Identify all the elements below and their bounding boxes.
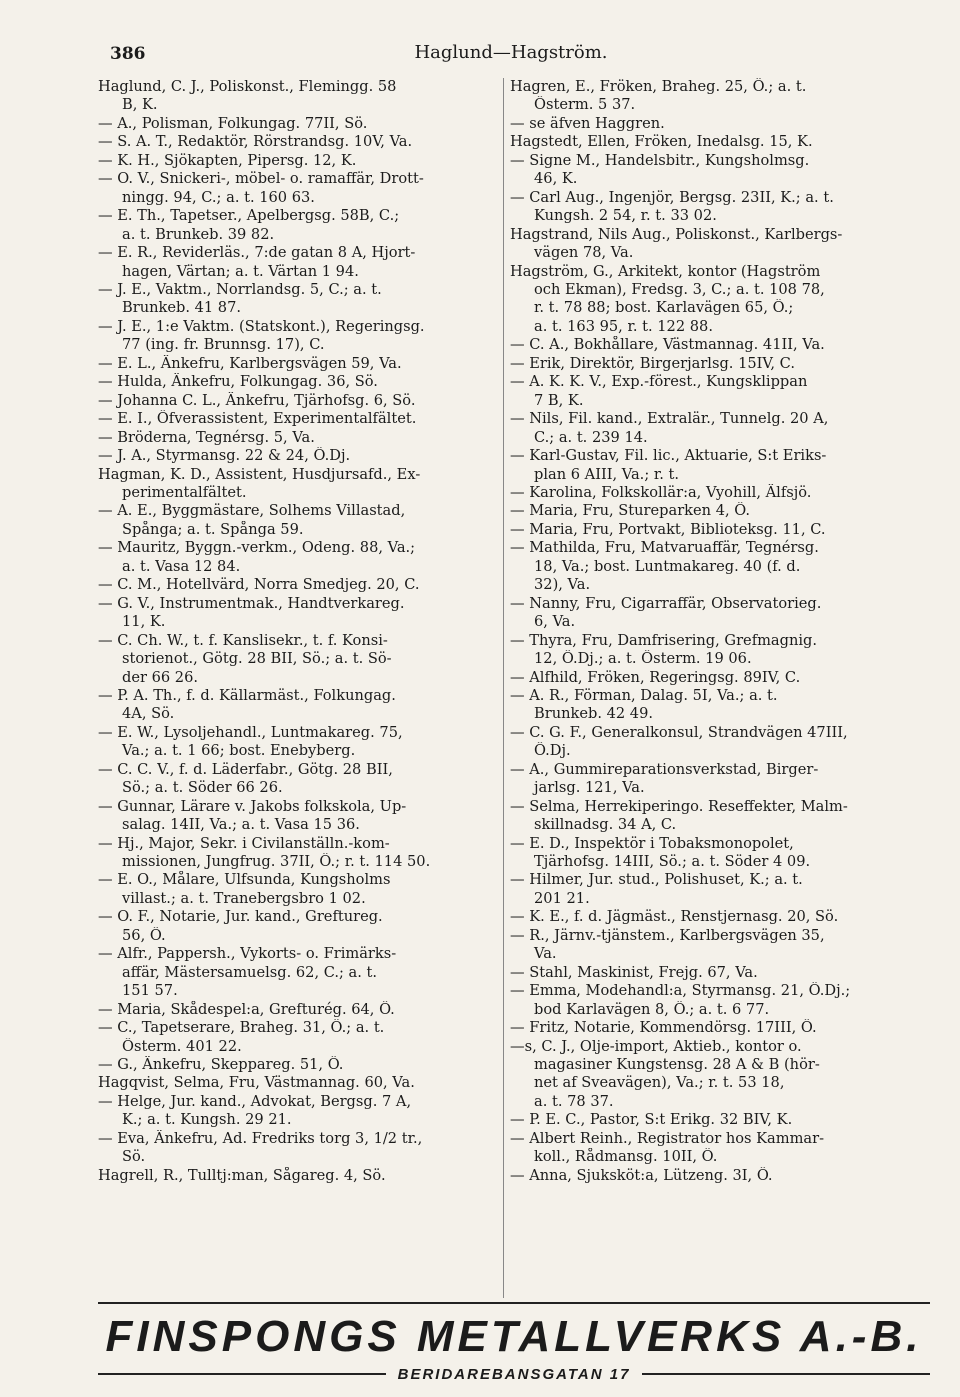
- directory-entry-line: 77 (ing. fr. Brunnsg. 17), C.: [122, 336, 325, 354]
- directory-entry-line: a. t. Brunkeb. 39 82.: [122, 225, 275, 243]
- directory-entry-line: 11, K.: [122, 613, 166, 631]
- directory-entry-line: magasiner Kungstensg. 28 A & B (hör-: [534, 1056, 820, 1074]
- directory-entry-line: — G., Änkefru, Skeppareg. 51, Ö.: [98, 1056, 344, 1074]
- directory-entry-line: — A. K. K. V., Exp.-förest., Kungsklippan: [510, 373, 808, 391]
- directory-entry-line: Hagrell, R., Tulltj:man, Sågareg. 4, Sö.: [98, 1166, 386, 1184]
- advertisement-title: FINSPONGS METALLVERKS A.-B.: [105, 1312, 923, 1361]
- directory-entry-line: — Karolina, Folkskollär:a, Vyohill, Älfsjö.: [510, 483, 812, 501]
- directory-entry-line: Hagren, E., Fröken, Braheg. 25, Ö.; a. t.: [510, 78, 807, 95]
- directory-entry-line: — K. H., Sjökapten, Pipersg. 12, K.: [98, 151, 357, 169]
- directory-entry-line: — C. M., Hotellvärd, Norra Smedjeg. 20, C.: [98, 576, 420, 594]
- directory-entry-line: C.; a. t. 239 14.: [534, 428, 648, 446]
- directory-entry-line: Brunkeb. 42 49.: [534, 705, 654, 723]
- directory-entry-line: Va.; a. t. 1 66; bost. Enebyberg.: [122, 742, 356, 760]
- directory-entry-line: — Selma, Herrekiperingo. Reseffekter, Malm-: [510, 797, 848, 815]
- directory-entry-line: 12, Ö.Dj.; a. t. Österm. 19 06.: [534, 650, 752, 668]
- directory-entry-line: — P. E. C., Pastor, S:t Erikg. 32 BIV, K.: [510, 1111, 793, 1129]
- directory-entry-line: — E. R., Reviderläs., 7:de gatan 8 A, Hjort-: [98, 244, 416, 262]
- directory-entry-line: — C. Ch. W., t. f. Kanslisekr., t. f. Konsi-: [98, 631, 388, 649]
- directory-entry-line: — Hilmer, Jur. stud., Polishuset, K.; a. t.: [510, 871, 803, 889]
- directory-entry-line: 7 B, K.: [534, 391, 584, 409]
- directory-entry-line: koll., Rådmansg. 10II, Ö.: [534, 1148, 718, 1166]
- directory-entry-line: — Hj., Major, Sekr. i Civilanställn.-kom-: [98, 834, 390, 852]
- directory-entry-line: — J. A., Styrmansg. 22 & 24, Ö.Dj.: [98, 447, 351, 465]
- directory-entry-line: Hagqvist, Selma, Fru, Västmannag. 60, Va.: [98, 1074, 415, 1092]
- right-column: [510, 78, 930, 1185]
- directory-entry-line: Hagstrand, Nils Aug., Poliskonst., Karlbergs-: [510, 225, 843, 243]
- page-number: 386: [110, 44, 146, 64]
- directory-entry-line: — C. A., Bokhållare, Västmannag. 41II, Va.: [510, 336, 825, 354]
- directory-entry-line: — E. O., Målare, Ulfsunda, Kungsholms: [98, 871, 391, 889]
- directory-entry-line: — A. R., Förman, Dalag. 5I, Va.; a. t.: [510, 686, 778, 704]
- directory-entry-line: K.; a. t. Kungsh. 29 21.: [122, 1111, 292, 1129]
- directory-entry-line: — A. E., Byggmästare, Solhems Villastad,: [98, 502, 406, 520]
- directory-entry-line: — O. F., Notarie, Jur. kand., Greftureg.: [98, 908, 383, 926]
- directory-entry-line: — Gunnar, Lärare v. Jakobs folkskola, Up-: [98, 797, 407, 815]
- directory-entry-line: hagen, Värtan; a. t. Värtan 1 94.: [122, 262, 359, 280]
- directory-entry-line: — G. V., Instrumentmak., Handtverkareg.: [98, 594, 405, 612]
- directory-entry-line: Spånga; a. t. Spånga 59.: [122, 520, 304, 538]
- advertisement-rule-right: [642, 1373, 930, 1375]
- directory-entry-line: Hagström, G., Arkitekt, kontor (Hagström: [510, 262, 821, 280]
- advertisement-banner: [98, 1302, 930, 1384]
- directory-entry-line: — Mathilda, Fru, Matvaruaffär, Tegnérsg.: [510, 539, 819, 557]
- directory-entry-line: perimentalfältet.: [122, 483, 247, 501]
- directory-entry-line: Österm. 401 22.: [122, 1037, 242, 1055]
- directory-entry-line: 151 57.: [122, 982, 178, 1000]
- directory-entry-line: — Mauritz, Byggn.-verkm., Odeng. 88, Va.;: [98, 539, 416, 557]
- directory-entry-line: storienot., Götg. 28 BII, Sö.; a. t. Sö-: [122, 650, 392, 668]
- directory-entry-line: Hagstedt, Ellen, Fröken, Inedalsg. 15, K.: [510, 133, 813, 151]
- directory-entry-line: — Albert Reinh., Registrator hos Kammar-: [510, 1129, 825, 1147]
- directory-entry-line: jarlsg. 121, Va.: [534, 779, 645, 797]
- directory-entry-line: — Erik, Direktör, Birgerjarlsg. 15IV, C.: [510, 354, 795, 372]
- directory-entry-line: a. t. Vasa 12 84.: [122, 557, 241, 575]
- directory-entry-line: Sö.; a. t. Söder 66 26.: [122, 779, 283, 797]
- directory-entry-line: — Maria, Fru, Stureparken 4, Ö.: [510, 502, 750, 520]
- directory-entry-line: — se äfven Haggren.: [510, 114, 665, 132]
- directory-entry-line: 6, Va.: [534, 613, 576, 631]
- directory-entry-line: bod Karlavägen 8, Ö.; a. t. 6 77.: [534, 1000, 770, 1018]
- directory-entry-line: — K. E., f. d. Jägmäst., Renstjernasg. 20, Sö.: [510, 908, 839, 926]
- directory-entry-line: B, K.: [122, 96, 158, 114]
- directory-entry-line: a. t. 78 37.: [534, 1092, 614, 1110]
- directory-entry-line: a. t. 163 95, r. t. 122 88.: [534, 317, 713, 335]
- directory-entry-line: — Maria, Fru, Portvakt, Biblioteksg. 11, C.: [510, 520, 826, 538]
- advertisement-subtitle-row: [98, 1364, 930, 1384]
- directory-entry-line: — E. I., Öfverassistent, Experimentalfältet.: [98, 410, 417, 428]
- column-divider: [503, 78, 504, 1298]
- left-column: [98, 78, 500, 1185]
- directory-entry-line: missionen, Jungfrug. 37II, Ö.; r. t. 114 50.: [122, 853, 431, 871]
- directory-entry-line: — Emma, Modehandl:a, Styrmansg. 21, Ö.Dj.;: [510, 982, 851, 1000]
- directory-entry-line: — E. W., Lysoljehandl., Luntmakareg. 75,: [98, 723, 403, 741]
- page-header: [110, 40, 912, 70]
- directory-entry-line: — Karl-Gustav, Fil. lic., Aktuarie, S:t Eriks-: [510, 447, 827, 465]
- directory-entry-line: — C. C. V., f. d. Läderfabr., Götg. 28 BII,: [98, 760, 393, 778]
- directory-entry-line: Haglund, C. J., Poliskonst., Flemingg. 58: [98, 78, 397, 95]
- directory-entry-line: — Fritz, Notarie, Kommendörsg. 17III, Ö.: [510, 1019, 817, 1037]
- directory-entry-line: — C., Tapetserare, Braheg. 31, Ö.; a. t.: [98, 1019, 385, 1037]
- directory-entry-line: — E. L., Änkefru, Karlbergsvägen 59, Va.: [98, 354, 402, 372]
- directory-entry-line: — A., Gummireparationsverkstad, Birger-: [510, 760, 819, 778]
- running-title: Haglund—Hagström.: [414, 42, 608, 63]
- directory-entry-line: — Bröderna, Tegnérsg. 5, Va.: [98, 428, 315, 446]
- directory-entry-line: Va.: [534, 945, 557, 963]
- directory-entry-line: — Hulda, Änkefru, Folkungag. 36, Sö.: [98, 373, 378, 391]
- directory-entry-line: — Maria, Skådespel:a, Grefturég. 64, Ö.: [98, 1000, 395, 1018]
- directory-entry-line: — Thyra, Fru, Damfrisering, Grefmagnig.: [510, 631, 818, 649]
- directory-entry-line: — Stahl, Maskinist, Frejg. 67, Va.: [510, 963, 758, 981]
- directory-entry-line: 56, Ö.: [122, 926, 166, 944]
- directory-entry-line: 18, Va.; bost. Luntmakareg. 40 (f. d.: [534, 557, 801, 575]
- directory-entry-line: — Anna, Sjuksköt:a, Lützeng. 3I, Ö.: [510, 1166, 773, 1184]
- advertisement-rule-left: [98, 1373, 386, 1375]
- directory-entry-line: — Alfhild, Fröken, Regeringsg. 89IV, C.: [510, 668, 801, 686]
- directory-entry-line: — J. E., 1:e Vaktm. (Statskont.), Regeringsg.: [98, 317, 425, 335]
- directory-entry-line: der 66 26.: [122, 668, 199, 686]
- directory-entry-line: 32), Va.: [534, 576, 591, 594]
- directory-entry-line: — Carl Aug., Ingenjör, Bergsg. 23II, K.; a. t.: [510, 188, 834, 206]
- directory-entry-line: — E. Th., Tapetser., Apelbergsg. 58B, C.;: [98, 207, 400, 225]
- directory-entry-line: skillnadsg. 34 A, C.: [534, 816, 677, 834]
- directory-entry-line: Sö.: [122, 1148, 146, 1166]
- directory-entry-line: Hagman, K. D., Assistent, Husdjursafd., Ex-: [98, 465, 421, 483]
- directory-entry-line: Kungsh. 2 54, r. t. 33 02.: [534, 207, 717, 225]
- directory-entry-line: — Eva, Änkefru, Ad. Fredriks torg 3, 1/2 tr.,: [98, 1129, 423, 1147]
- directory-entry-line: — S. A. T., Redaktör, Rörstrandsg. 10V, Va.: [98, 133, 413, 151]
- directory-entry-line: — Helge, Jur. kand., Advokat, Bergsg. 7 A,: [98, 1092, 412, 1110]
- directory-entry-line: — Signe M., Handelsbitr., Kungsholmsg.: [510, 151, 810, 169]
- directory-entry-line: — J. E., Vaktm., Norrlandsg. 5, C.; a. t.: [98, 280, 382, 298]
- directory-entry-line: — Alfr., Pappersh., Vykorts- o. Frimärks-: [98, 945, 397, 963]
- advertisement-subtitle: BERIDAREBANSGATAN 17: [397, 1365, 631, 1383]
- directory-entry-line: och Ekman), Fredsg. 3, C.; a. t. 108 78,: [534, 280, 825, 298]
- directory-entry-line: — P. A. Th., f. d. Källarmäst., Folkungag.: [98, 686, 396, 704]
- directory-entry-line: vägen 78, Va.: [534, 244, 634, 262]
- directory-entry-line: r. t. 78 88; bost. Karlavägen 65, Ö.;: [534, 299, 794, 317]
- directory-entry-line: 4A, Sö.: [122, 705, 175, 723]
- directory-entry-line: 46, K.: [534, 170, 578, 188]
- directory-entry-line: — Nils, Fil. kand., Extralär., Tunnelg. 20 A,: [510, 410, 829, 428]
- directory-entry-line: villast.; a. t. Tranebergsbro 1 02.: [122, 889, 366, 907]
- directory-entry-line: — A., Polisman, Folkungag. 77II, Sö.: [98, 114, 368, 132]
- directory-entry-line: Ö.Dj.: [534, 742, 571, 760]
- directory-entry-line: — Nanny, Fru, Cigarraffär, Observatorieg.: [510, 594, 822, 612]
- directory-entry-line: net af Sveavägen), Va.; r. t. 53 18,: [534, 1074, 785, 1092]
- directory-entry-line: Tjärhofsg. 14III, Sö.; a. t. Söder 4 09.: [534, 853, 811, 871]
- directory-entry-line: — R., Järnv.-tjänstem., Karlbergsvägen 35,: [510, 926, 825, 944]
- directory-entry-line: — O. V., Snickeri-, möbel- o. ramaffär, Drott-: [98, 170, 424, 188]
- directory-entry-line: salag. 14II, Va.; a. t. Vasa 15 36.: [122, 816, 360, 834]
- directory-entry-line: affär, Mästersamuelsg. 62, C.; a. t.: [122, 963, 378, 981]
- directory-entry-line: Brunkeb. 41 87.: [122, 299, 242, 317]
- directory-entry-line: — E. D., Inspektör i Tobaksmonopolet,: [510, 834, 794, 852]
- directory-entry-line: ningg. 94, C.; a. t. 160 63.: [122, 188, 315, 206]
- directory-entry-line: Österm. 5 37.: [534, 96, 636, 114]
- directory-entry-line: plan 6 AIII, Va.; r. t.: [534, 465, 680, 483]
- directory-entry-line: —s, C. J., Olje-import, Aktieb., kontor o.: [510, 1037, 802, 1055]
- directory-entry-line: — C. G. F., Generalkonsul, Strandvägen 47III,: [510, 723, 848, 741]
- directory-entry-line: — Johanna C. L., Änkefru, Tjärhofsg. 6, Sö.: [98, 391, 416, 409]
- directory-entry-line: 201 21.: [534, 889, 590, 907]
